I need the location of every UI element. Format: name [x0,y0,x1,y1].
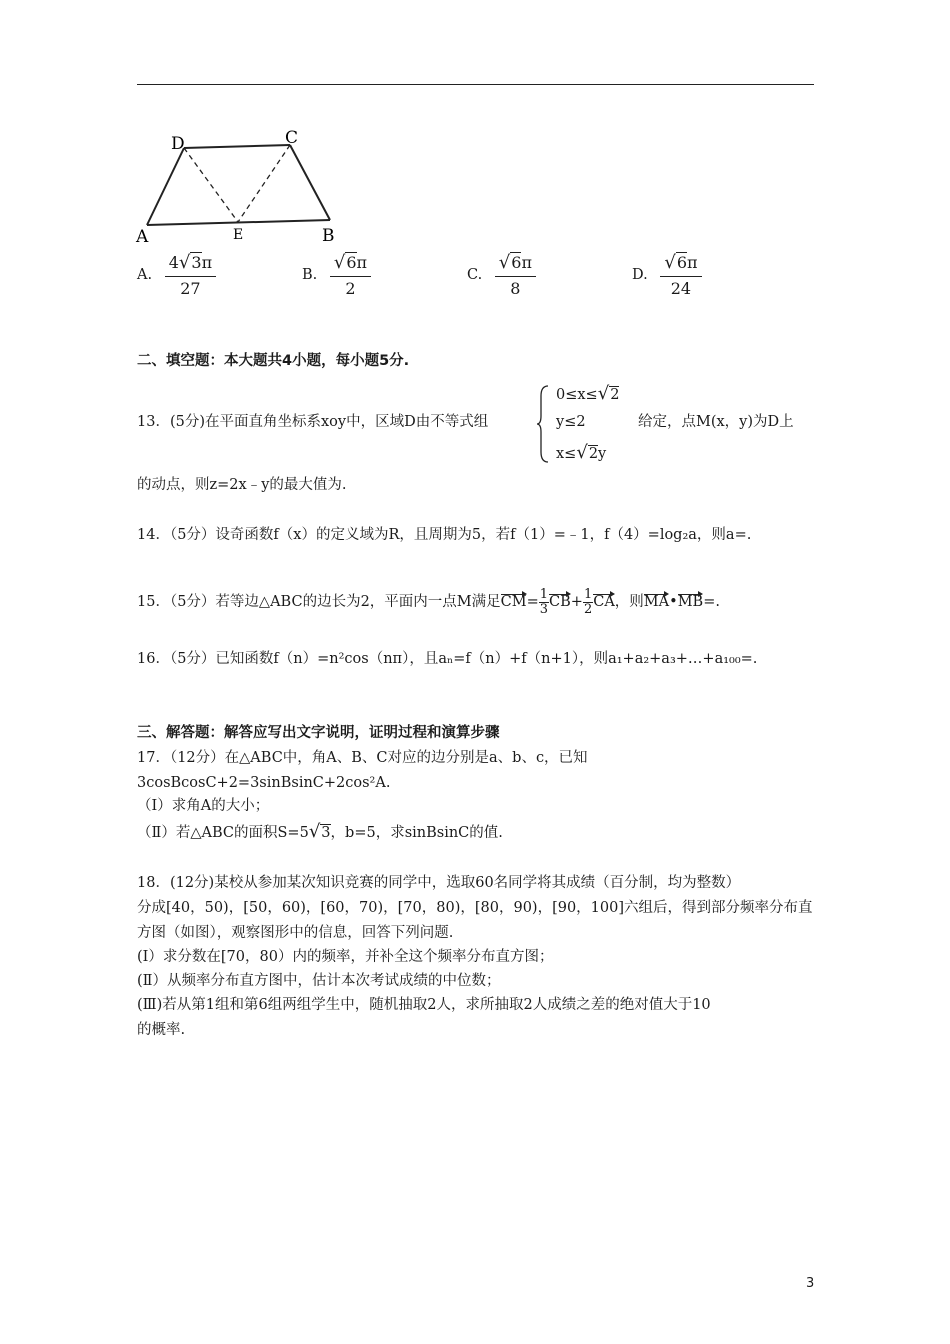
label-e: E [233,227,244,243]
option-c [467,252,536,298]
trapezoid-figure [130,122,350,247]
q17-line-2: 3cosBcosC+2=3sinBsinC+2cos²A. [137,775,391,791]
option-b [302,252,371,298]
option-letter: A. [137,266,153,283]
vector-cm: CM [500,594,527,611]
vector-cb: CB [549,594,571,611]
q13-suffix: 给定，点M(x，y)为D上 [638,414,794,430]
section-3-heading: 三、解答题：解答应写出文字说明，证明过程和演算步骤 [137,725,500,741]
left-brace [536,384,552,464]
q15-text: 15．（5分）若等边△ABC的边长为2，平面内一点M满足CM= $\frac{1}{3}$ CB+ $\frac{1}{2}$ CA，则MA•MB=. [137,587,720,617]
q17-line-3: （I）求角A的大小； [137,798,270,814]
label-a: A [136,227,149,247]
q18-line-3: 方图（如图），观察图形中的信息，回答下列问题. [137,925,454,941]
label-c: C [285,128,299,148]
label-b: B [322,226,335,246]
q14-text: 14．（5分）设奇函数f（x）的定义域为R，且周期为5，若f（1）=﹣1，f（4）=log₂a，则a=. [137,527,752,543]
vector-ca: CA [593,594,615,611]
q18-line-7: 的概率. [137,1022,186,1038]
option-letter: B. [302,266,318,283]
q13-cond-3: x≤√2y [556,442,607,463]
q18-line-5: (Ⅱ）从频率分布直方图中，估计本次考试成绩的中位数； [137,973,501,989]
option-letter: D. [632,266,648,283]
edge-ce [238,145,290,222]
edge-cb [290,145,330,220]
vector-mb: MB [677,594,704,611]
option-fraction: $\frac{√6\pi}{24}$ [660,252,701,298]
option-fraction: $\frac{√6\pi}{2}$ [330,252,371,298]
q17-line-4: （Ⅱ）若△ABC的面积S=5√3，b=5，求sinBsinC的值. [137,821,503,842]
q18-line-1: 18．(12分)某校从参加某次知识竞赛的同学中，选取60名同学将其成绩（百分制，均为整数） [137,875,741,891]
edge-dc [184,145,290,148]
edge-de [184,148,238,222]
q18-line-6: (Ⅲ)若从第1组和第6组两组学生中，随机抽取2人，求所抽取2人成绩之差的绝对值大于10 [137,997,711,1013]
option-d [632,252,702,298]
q13-cond-2: y≤2 [556,414,586,430]
q13-line-2: 的动点，则z=2x﹣y的最大值为. [137,477,347,493]
q16-text: 16．（5分）已知函数f（n）=n²cos（nπ），且aₙ=f（n）+f（n+1），则a₁+a₂+a₃+…+a₁₀₀=. [137,651,758,667]
section-2-heading: 二、填空题：本大题共4小题，每小题5分. [137,353,410,369]
q13-cond-1: 0≤x≤√2 [556,383,620,404]
label-d: D [171,134,185,154]
option-a [137,252,216,298]
header-rule [137,84,814,85]
edge-ad [147,148,184,225]
page-number: 3 [806,1276,815,1291]
q18-line-2: 分成[40，50)，[50，60)，[60，70)，[70，80)，[80，90)，[90，100]六组后，得到部分频率分布直 [137,900,813,916]
q17-line-1: 17．（12分）在△ABC中，角A、B、C对应的边分别是a、b、c，已知 [137,750,588,766]
q18-line-4: (Ⅰ）求分数在[70，80）内的频率，并补全这个频率分布直方图； [137,949,554,965]
q13-prefix: 13．(5分)在平面直角坐标系xoy中，区域D由不等式组 [137,414,489,430]
option-fraction: $\frac{4√3\pi}{27}$ [165,252,216,298]
vector-ma: MA [643,594,670,611]
option-letter: C. [467,266,483,283]
option-fraction: $\frac{√6\pi}{8}$ [495,252,536,298]
